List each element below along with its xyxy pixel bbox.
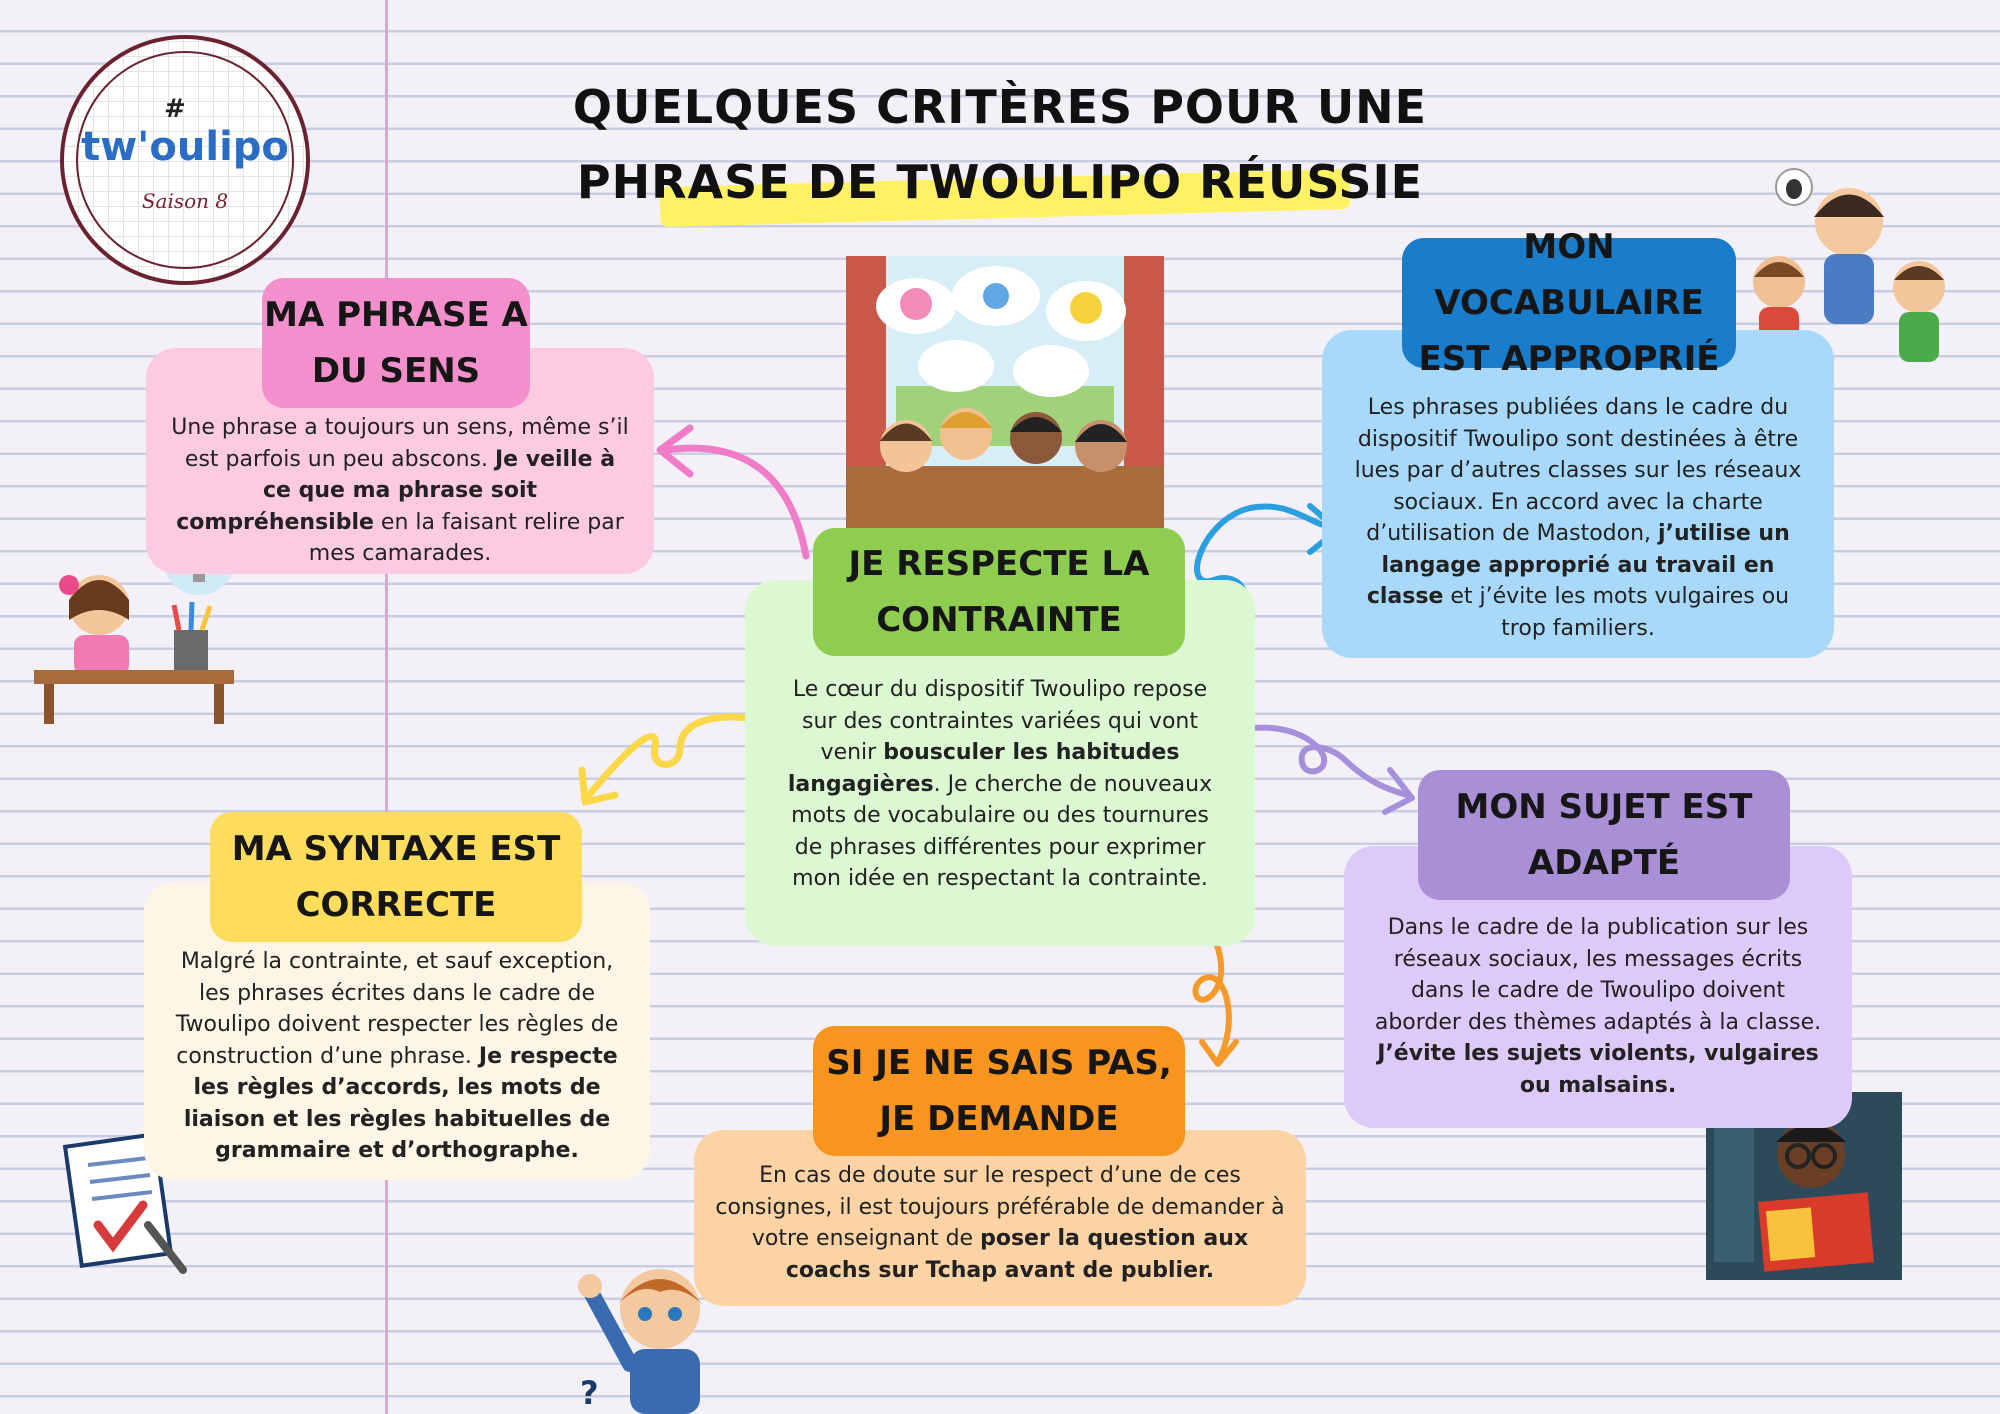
criterion-vocabulaire-title: MON VOCABULAIRE EST APPROPRIÉ: [1402, 238, 1736, 368]
criterion-demande-title: SI JE NE SAIS PAS, JE DEMANDE: [813, 1026, 1185, 1156]
criterion-demande-box: [694, 1130, 1306, 1306]
arrow-to-syntaxe: [582, 717, 770, 802]
criterion-sens-text: Une phrase a toujours un sens, même s’il est parfois un peu abscons. Je veille à ce que ma phrase soit compréhensible en la faisant relire par mes camarades.: [171, 415, 629, 566]
svg-text:?: ?: [580, 1374, 599, 1412]
criterion-sens-title: MA PHRASE A DU SENS: [262, 278, 530, 408]
logo-name: tw'oulipo: [81, 124, 289, 170]
title-line-1: QUELQUES CRITÈRES POUR UNE: [572, 80, 1428, 134]
criterion-contrainte-text: Le cœur du dispositif Twoulipo repose sur des contraintes variées qui vont venir bousculer les habitudes langagières. Je cherche de nouveaux mots de vocabulaire ou des tournures de phrases différentes pour exprimer mon idée en respectant la contrainte.: [787, 677, 1213, 891]
logo-season: Saison 8: [141, 189, 229, 213]
criterion-syntaxe-title: MA SYNTAXE EST CORRECTE: [210, 812, 582, 942]
classroom-illustration: [846, 256, 1164, 528]
logo-hash: #: [164, 94, 186, 124]
title-line-2: PHRASE DE TWOULIPO RÉUSSIE: [576, 155, 1424, 209]
criterion-vocabulaire-text: Les phrases publiées dans le cadre du dispositif Twoulipo sont destinées à être lues par d’autres classes sur les réseaux sociaux. En accord avec la charte d’utilisation de Mastodon, j’utilise un langage approprié au travail en classe et j’évite les mots vulgaires ou trop familiers.: [1354, 395, 1802, 641]
criterion-sujet-text: Dans le cadre de la publication sur les réseaux sociaux, les messages écrits dans le cadre de Twoulipo doivent aborder des thèmes adaptés à la classe. J’évite les sujets violents, vulgaires ou malsains.: [1374, 915, 1822, 1098]
criterion-sujet-title: MON SUJET EST ADAPTÉ: [1418, 770, 1790, 900]
criterion-syntaxe-text: Malgré la contrainte, et sauf exception, les phrases écrites dans le cadre de Twoulipo doivent respecter les règles de construction d’une phrase. Je respecte les règles d’accords, les mots de liaison et les règles habituelles de grammaire et d’orthographe.: [175, 949, 619, 1163]
criterion-demande-text: En cas de doute sur le respect d’une de ces consignes, il est toujours préférable de demander à votre enseignant de poser la question aux coachs sur Tchap avant de publier.: [715, 1163, 1285, 1283]
criterion-contrainte-title: JE RESPECTE LA CONTRAINTE: [813, 528, 1185, 656]
twoulipo-logo: [60, 35, 310, 285]
arrow-to-sens: [660, 428, 806, 556]
